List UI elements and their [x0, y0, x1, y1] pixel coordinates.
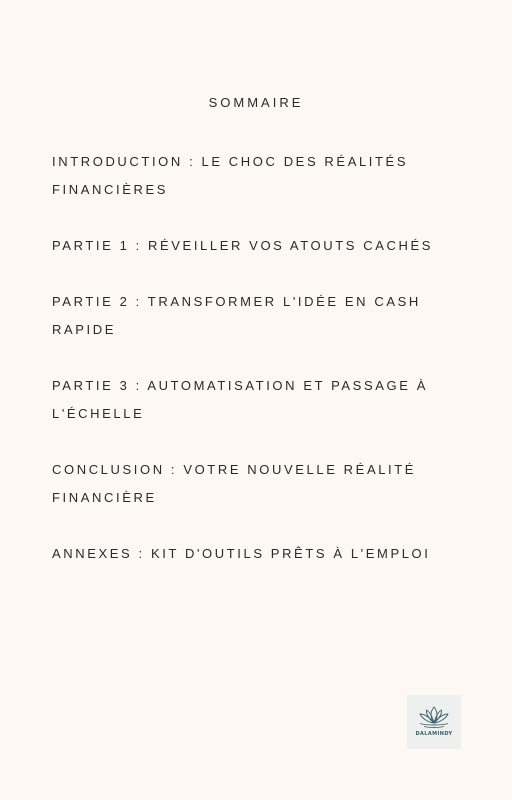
toc-entry-line: ANNEXES : KIT D'OUTILS PRÊTS À L'EMPLOI [52, 546, 431, 561]
brand-name: DALAMINDY [415, 731, 453, 737]
toc-entry-annexes [52, 540, 462, 568]
toc-entry-line: RAPIDE [52, 322, 117, 337]
toc-entry-partie-2 [52, 288, 462, 344]
toc-entry-line: CONCLUSION : VOTRE NOUVELLE RÉALITÉ [52, 462, 417, 477]
toc-entry-partie-1 [52, 232, 462, 260]
toc-entry-line: PARTIE 1 : RÉVEILLER VOS ATOUTS CACHÉS [52, 238, 434, 253]
lotus-icon [414, 703, 454, 729]
toc-entry-introduction [52, 148, 462, 204]
brand-logo [407, 695, 461, 749]
toc-entry-line: INTRODUCTION : LE CHOC DES RÉALITÉS [52, 154, 409, 169]
page-title: SOMMAIRE [208, 95, 304, 110]
toc-entry-conclusion [52, 456, 462, 512]
toc-entry-line: PARTIE 3 : AUTOMATISATION ET PASSAGE À [52, 378, 428, 393]
toc-entry-line: FINANCIÈRES [52, 182, 169, 197]
toc-entry-line: FINANCIÈRE [52, 490, 157, 505]
toc-entry-partie-3 [52, 372, 462, 428]
table-of-contents [52, 148, 462, 596]
toc-entry-line: L'ÉCHELLE [52, 406, 145, 421]
toc-entry-line: PARTIE 2 : TRANSFORMER L'IDÉE EN CASH [52, 294, 421, 309]
